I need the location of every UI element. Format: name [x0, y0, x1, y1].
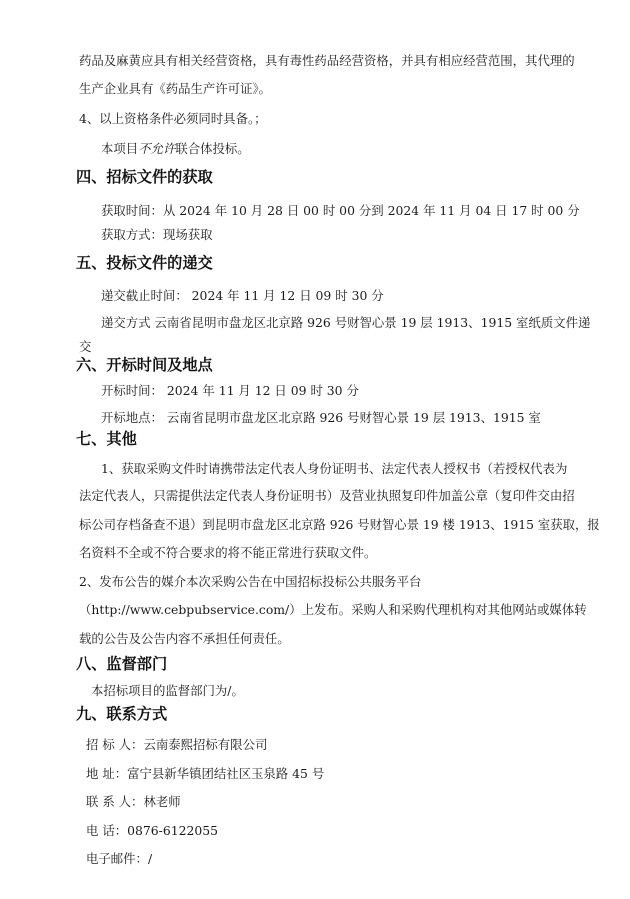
consortium-emphasis: 不允许 [138, 141, 176, 156]
intro-line-2: 生产企业具有《药品生产许可证》。 [79, 81, 272, 96]
contact-label: 地 址： [86, 766, 128, 781]
acquire-time: 获取时间：从 2024 年 10 月 28 日 00 时 00 分到 2024 年 11 月 04 日 17 时 00 分 [101, 203, 580, 218]
heading-section-6: 六、开标时间及地点 [76, 356, 213, 374]
supervision-text: 本招标项目的监督部门为/。 [91, 683, 244, 698]
heading-section-7: 七、其他 [76, 430, 137, 448]
contact-value: 林老师 [143, 794, 181, 809]
contact-row [86, 823, 218, 839]
item-4: 4、以上资格条件必须同时具备。； [79, 111, 267, 126]
other-p2-line-3: 载的公告及公告内容不承担任何责任。 [79, 631, 290, 646]
contact-value: / [147, 851, 153, 866]
heading-section-4: 四、招标文件的获取 [76, 168, 213, 186]
heading-section-5: 五、投标文件的递交 [76, 254, 213, 272]
other-p1-line-1: 1、获取采购文件时请携带法定代表人身份证明书、法定代表人授权书（若授权代表为 [101, 461, 568, 476]
contact-row [86, 737, 267, 753]
contact-row [86, 766, 324, 782]
consortium-post: 联合体投标。 [175, 141, 250, 156]
heading-section-8: 八、监督部门 [76, 655, 168, 673]
other-p2-line-2: （http://www.cebpubservice.com/）上发布。采购人和采购代理机构对其他网站或媒体转 [79, 602, 587, 617]
other-p2-line-1: 2、发布公告的媒介本次采购公告在中国招标投标公共服务平台 [79, 574, 422, 589]
contact-row [86, 794, 181, 810]
other-p1-line-2: 法定代表人，只需提供法定代表人身份证明书）及营业执照复印件加盖公章（复印件交由招 [79, 488, 575, 503]
contact-row [86, 851, 152, 867]
consortium-pre: 本项目 [101, 141, 139, 156]
contact-value: 富宁县新华镇团结社区玉泉路 45 号 [127, 766, 325, 781]
acquire-method: 获取方式：现场获取 [101, 227, 213, 242]
contact-label: 电 话： [86, 823, 128, 838]
consortium-note [101, 141, 250, 157]
contact-label: 招 标 人： [86, 737, 144, 752]
contact-value: 0876-6122055 [127, 823, 219, 838]
opening-time: 开标时间： 2024 年 11 月 12 日 09 时 30 分 [101, 383, 359, 398]
intro-line-1: 药品及麻黄应具有相关经营资格，具有毒性药品经营资格，并具有相应经营范围，其代理的 [79, 53, 575, 68]
submit-deadline: 递交截止时间： 2024 年 11 月 12 日 09 时 30 分 [101, 288, 384, 303]
submit-place-line-1: 递交方式 云南省昆明市盘龙区北京路 926 号财智心景 19 层 1913、1915 室纸质文件递 [101, 315, 591, 330]
heading-section-9: 九、联系方式 [76, 705, 168, 723]
contact-value: 云南泰熙招标有限公司 [143, 737, 268, 752]
other-p1-line-4: 名资料不全或不符合要求的将不能正常进行获取文件。 [79, 545, 377, 560]
contact-label: 电子邮件： [86, 851, 148, 866]
other-p1-line-3: 标公司存档备查不退）到昆明市盘龙区北京路 926 号财智心景 19 楼 1913、1915 室获取，报 [79, 517, 600, 532]
submit-place-line-2: 交 [79, 339, 92, 354]
opening-place: 开标地点： 云南省昆明市盘龙区北京路 926 号财智心景 19 层 1913、1915 室 [101, 410, 541, 425]
contact-label: 联 系 人： [86, 794, 144, 809]
